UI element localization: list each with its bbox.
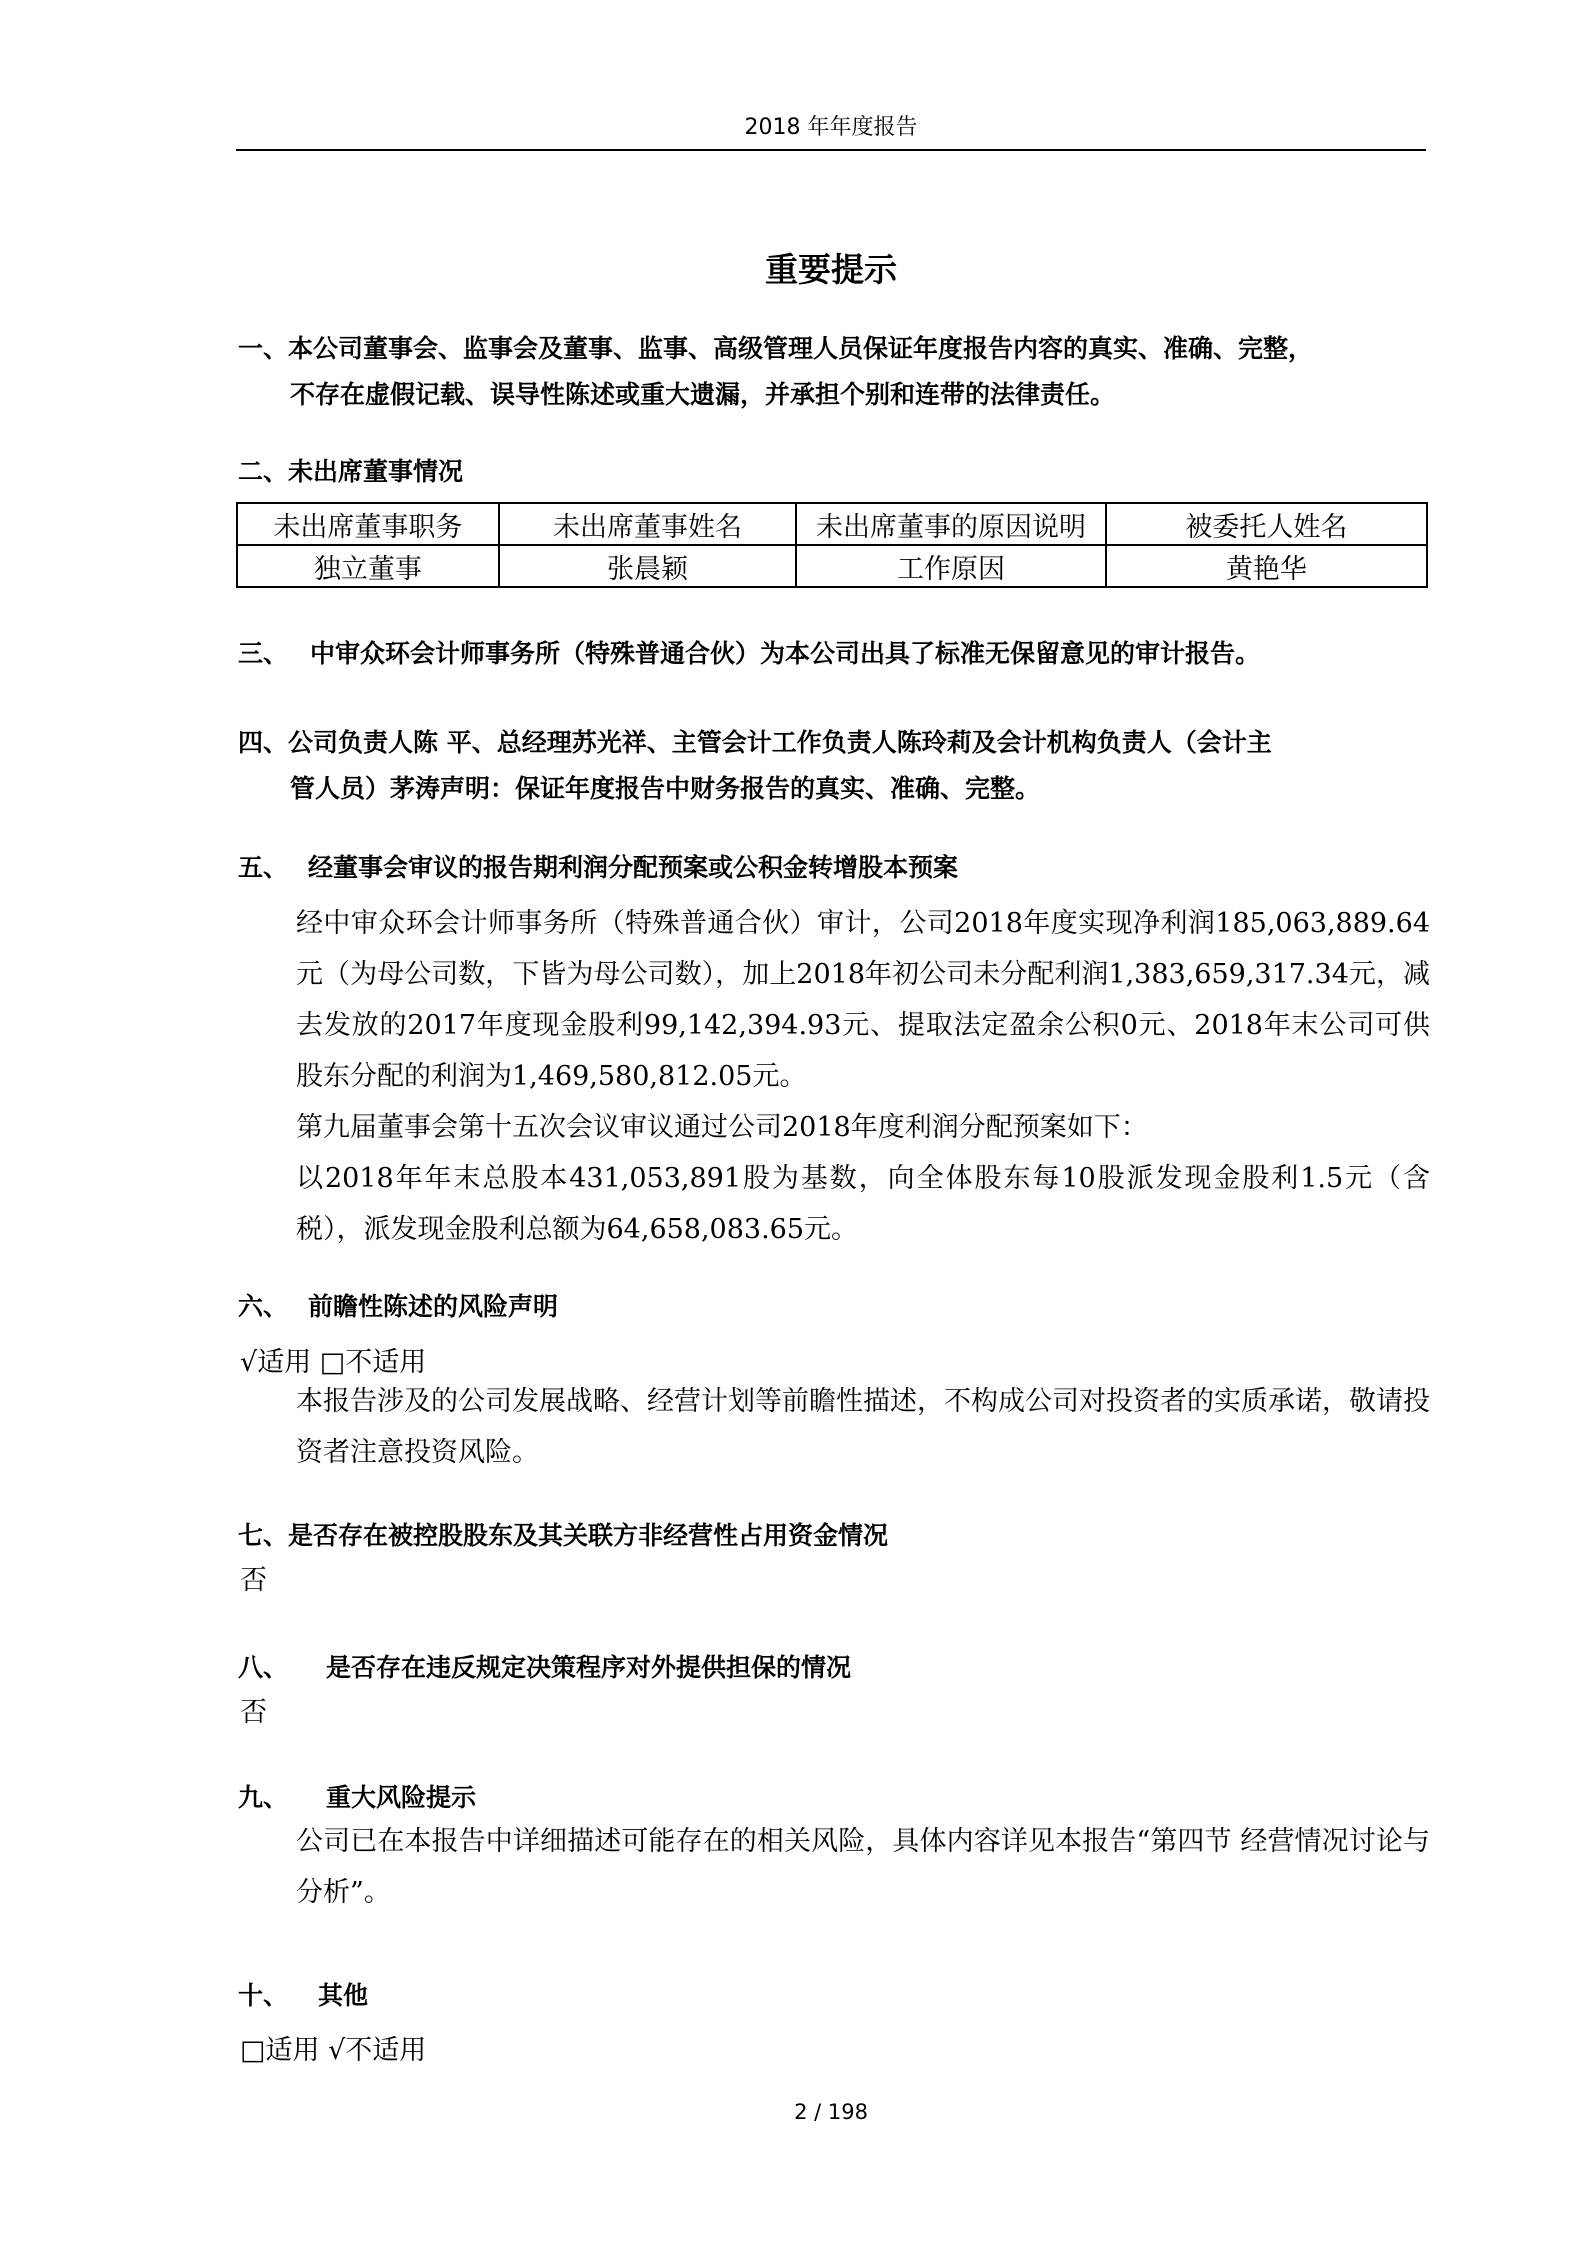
- section-10-number: 十、: [238, 1981, 289, 2010]
- table-header-cell: 未出席董事职务: [237, 503, 499, 545]
- table-header-row: [237, 503, 1427, 545]
- forward-looking-paragraph: [240, 1376, 1430, 1478]
- section-6-number: 六、: [238, 1292, 289, 1321]
- table-cell: 独立董事: [237, 545, 499, 587]
- profit-paragraph-1: 经中审众环会计师事务所（特殊普通合伙）审计，公司2018年度实现净利润185,063,889.64元（为母公司数，下皆为母公司数），加上2018年初公司未分配利润1,383,659,317.34元，减去发放的2017年度现金股利99,142,394.93元、提取法定盈余公积0元、2018年末公司可供股东分配的利润为1,469,580,812.05元。: [296, 908, 1430, 1092]
- profit-paragraph-2: 第九届董事会第十五次会议审议通过公司2018年度利润分配预案如下：: [296, 1112, 1148, 1143]
- section-7-heading: 七、是否存在被控股股东及其关联方非经营性占用资金情况: [238, 1521, 889, 1550]
- section-6-heading: [238, 1287, 558, 1323]
- profit-paragraph-3: 以2018年年末总股本431,053,891股为基数，向全体股东每10股派发现金股利1.5元（含税），派发现金股利总额为64,658,083.65元。: [296, 1163, 1430, 1245]
- section-3-statement: [238, 634, 1260, 670]
- section-1-statement: [238, 326, 1428, 418]
- table-cell: 黄艳华: [1106, 545, 1427, 587]
- table-cell: 张晨颖: [499, 545, 797, 587]
- section-9-heading: [238, 1778, 476, 1814]
- page-header: 2018 年年度报告: [236, 110, 1426, 151]
- section-4-line-1: 四、公司负责人陈 平、总经理苏光祥、主管会计工作负责人陈玲莉及会计机构负责人（会计主: [238, 728, 1272, 757]
- section-9-title: 重大风险提示: [326, 1783, 477, 1812]
- section-2-heading: 二、未出席董事情况: [238, 457, 464, 486]
- table-row: [237, 545, 1427, 587]
- section-1-line-1: 一、本公司董事会、监事会及董事、监事、高级管理人员保证年度报告内容的真实、准确、完整，: [238, 334, 1314, 363]
- profit-distribution-paragraph: [240, 898, 1430, 1255]
- table-header-cell: 未出席董事姓名: [499, 503, 797, 545]
- section-7-answer: 否: [240, 1565, 267, 1596]
- table-header-cell: 被委托人姓名: [1106, 503, 1427, 545]
- absent-directors-table: [236, 502, 1428, 588]
- section-8-title: 是否存在违反规定决策程序对外提供担保的情况: [326, 1653, 852, 1682]
- section-5-title: 经董事会审议的报告期利润分配预案或公积金转增股本预案: [308, 853, 959, 882]
- section-8-number: 八、: [238, 1653, 289, 1682]
- section-6-applicability: √适用 □不适用: [240, 1347, 427, 1378]
- section-6-title: 前瞻性陈述的风险声明: [308, 1292, 559, 1321]
- major-risk-text: 公司已在本报告中详细描述可能存在的相关风险，具体内容详见本报告“第四节 经营情况讨论与分析”。: [296, 1826, 1430, 1908]
- page-title: 重要提示: [765, 250, 897, 289]
- section-3-number: 三、: [238, 639, 289, 668]
- section-5-number: 五、: [238, 853, 289, 882]
- forward-looking-text: 本报告涉及的公司发展战略、经营计划等前瞻性描述，不构成公司对投资者的实质承诺，敬请投资者注意投资风险。: [296, 1386, 1430, 1468]
- section-4-line-2: 管人员）茅涛声明：保证年度报告中财务报告的真实、准确、完整。: [290, 774, 1041, 803]
- section-3-text: 中审众环会计师事务所（特殊普通合伙）为本公司出具了标准无保留意见的审计报告。: [310, 639, 1261, 668]
- table-cell: 工作原因: [796, 545, 1105, 587]
- section-1-line-2: 不存在虚假记载、误导性陈述或重大遗漏，并承担个别和连带的法律责任。: [290, 380, 1116, 409]
- page-number: 2 / 198: [794, 2100, 868, 2124]
- table-header-cell: 未出席董事的原因说明: [796, 503, 1105, 545]
- section-5-heading: [238, 848, 958, 884]
- section-4-statement: [238, 720, 1428, 812]
- section-9-number: 九、: [238, 1783, 289, 1812]
- section-8-heading: [238, 1648, 851, 1684]
- section-10-heading: [238, 1976, 368, 2012]
- section-10-applicability: □适用 √不适用: [240, 2035, 427, 2066]
- section-10-title: 其他: [318, 1981, 369, 2010]
- major-risk-paragraph: [240, 1816, 1430, 1918]
- section-8-answer: 否: [240, 1697, 267, 1728]
